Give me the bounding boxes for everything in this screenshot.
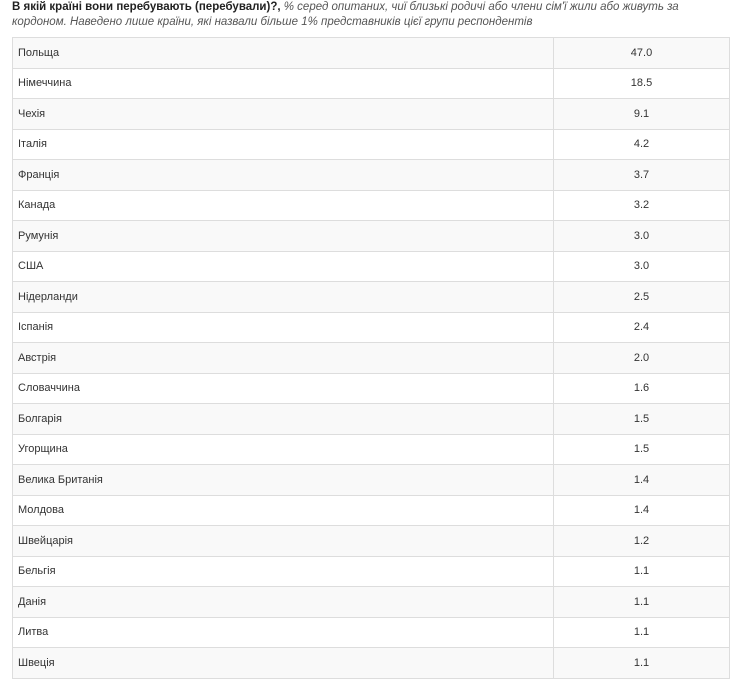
caption-question: В якій країні вони перебувають (перебували)?, bbox=[12, 1, 281, 13]
country-cell: Словаччина bbox=[13, 373, 554, 404]
table-row bbox=[13, 434, 730, 465]
value-cell: 1.4 bbox=[554, 495, 730, 526]
value-cell: 1.2 bbox=[554, 526, 730, 557]
table-row bbox=[13, 190, 730, 221]
country-cell: Нідерланди bbox=[13, 282, 554, 313]
value-cell: 2.4 bbox=[554, 312, 730, 343]
value-cell: 1.5 bbox=[554, 404, 730, 435]
table-row bbox=[13, 160, 730, 191]
table-caption bbox=[12, 0, 734, 30]
table-row bbox=[13, 38, 730, 69]
table-row bbox=[13, 68, 730, 99]
value-cell: 3.2 bbox=[554, 190, 730, 221]
value-cell: 3.0 bbox=[554, 251, 730, 282]
table-row bbox=[13, 312, 730, 343]
table-row bbox=[13, 404, 730, 435]
country-cell: Франція bbox=[13, 160, 554, 191]
table-row bbox=[13, 343, 730, 374]
country-cell: Бельгія bbox=[13, 556, 554, 587]
country-cell: Болгарія bbox=[13, 404, 554, 435]
country-cell: Молдова bbox=[13, 495, 554, 526]
table-row bbox=[13, 465, 730, 496]
table-row bbox=[13, 251, 730, 282]
table-row bbox=[13, 556, 730, 587]
table-row bbox=[13, 526, 730, 557]
country-cell: Швейцарія bbox=[13, 526, 554, 557]
value-cell: 2.0 bbox=[554, 343, 730, 374]
value-cell: 1.1 bbox=[554, 556, 730, 587]
country-cell: США bbox=[13, 251, 554, 282]
table-row bbox=[13, 282, 730, 313]
country-cell: Німеччина bbox=[13, 68, 554, 99]
country-cell: Румунія bbox=[13, 221, 554, 252]
country-cell: Канада bbox=[13, 190, 554, 221]
value-cell: 1.1 bbox=[554, 648, 730, 679]
country-cell: Австрія bbox=[13, 343, 554, 374]
table-row bbox=[13, 495, 730, 526]
table-body bbox=[13, 38, 730, 679]
value-cell: 1.4 bbox=[554, 465, 730, 496]
value-cell: 2.5 bbox=[554, 282, 730, 313]
value-cell: 1.5 bbox=[554, 434, 730, 465]
value-cell: 1.6 bbox=[554, 373, 730, 404]
table-row bbox=[13, 373, 730, 404]
table-row bbox=[13, 617, 730, 648]
country-cell: Велика Британія bbox=[13, 465, 554, 496]
country-cell: Швеція bbox=[13, 648, 554, 679]
table-row bbox=[13, 221, 730, 252]
data-table bbox=[12, 37, 730, 679]
table-row bbox=[13, 99, 730, 130]
value-cell: 4.2 bbox=[554, 129, 730, 160]
value-cell: 47.0 bbox=[554, 38, 730, 69]
value-cell: 18.5 bbox=[554, 68, 730, 99]
value-cell: 1.1 bbox=[554, 587, 730, 618]
country-cell: Литва bbox=[13, 617, 554, 648]
country-cell: Чехія bbox=[13, 99, 554, 130]
value-cell: 3.7 bbox=[554, 160, 730, 191]
value-cell: 3.0 bbox=[554, 221, 730, 252]
table-row bbox=[13, 129, 730, 160]
country-cell: Данія bbox=[13, 587, 554, 618]
country-cell: Іспанія bbox=[13, 312, 554, 343]
country-cell: Італія bbox=[13, 129, 554, 160]
table-row bbox=[13, 648, 730, 679]
value-cell: 9.1 bbox=[554, 99, 730, 130]
country-cell: Польща bbox=[13, 38, 554, 69]
table-row bbox=[13, 587, 730, 618]
value-cell: 1.1 bbox=[554, 617, 730, 648]
caption-note: % серед опитаних, чиї близькі родичі або члени сім'ї жили або живуть за кордоном. Наведено лише країни, які назвали більше 1% представників цієї групи респондентів bbox=[12, 1, 679, 28]
country-cell: Угорщина bbox=[13, 434, 554, 465]
